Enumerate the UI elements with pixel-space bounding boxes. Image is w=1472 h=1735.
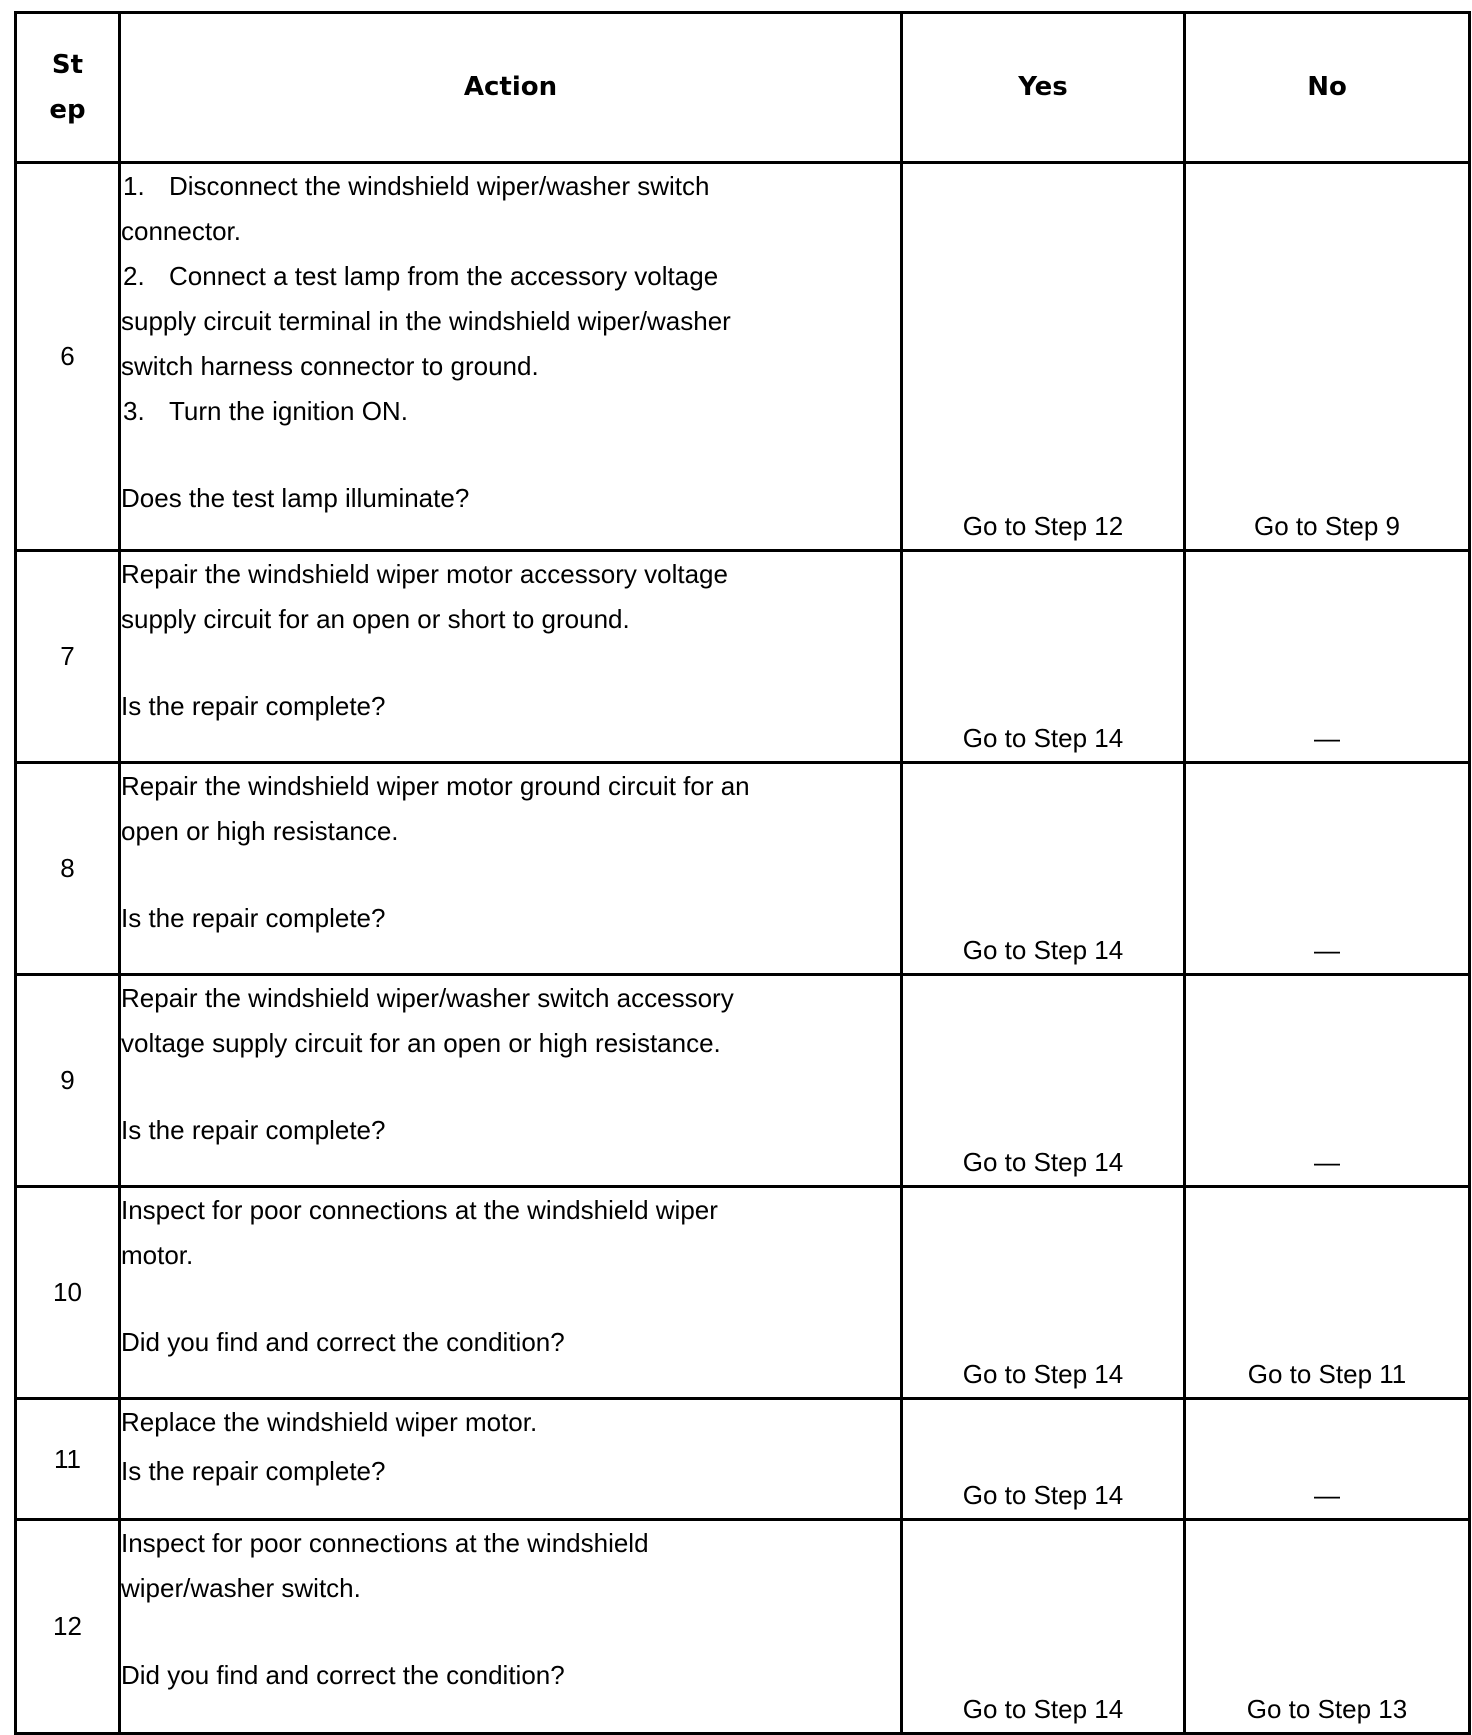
action-line-text: supply circuit terminal in the windshield wiper/washer: [121, 306, 731, 336]
action-line-text: Disconnect the windshield wiper/washer switch: [169, 171, 710, 201]
table-row: [16, 1187, 1470, 1399]
step-number: 11: [16, 1399, 120, 1520]
action-cell: [120, 975, 902, 1187]
action-line: [121, 1521, 900, 1566]
action-question: Is the repair complete?: [121, 1115, 386, 1145]
action-question: Is the repair complete?: [121, 1456, 386, 1486]
table-row: [16, 763, 1470, 975]
yes-result: Go to Step 14: [902, 1399, 1185, 1520]
no-result: —: [1185, 551, 1470, 763]
action-line-text: Turn the ignition ON.: [169, 396, 408, 426]
action-line-text: open or high resistance.: [121, 816, 399, 846]
no-column-header: No: [1185, 13, 1470, 163]
action-line: [121, 389, 900, 434]
no-result: —: [1185, 975, 1470, 1187]
step-number: 7: [16, 551, 120, 763]
action-line-text: connector.: [121, 216, 241, 246]
action-cell: [120, 551, 902, 763]
step-item-number: 2.: [123, 261, 145, 291]
action-line: [121, 976, 900, 1021]
table-row: [16, 1399, 1470, 1520]
step-number: 9: [16, 975, 120, 1187]
action-question: Does the test lamp illuminate?: [121, 483, 470, 513]
action-column-header: Action: [120, 13, 902, 163]
action-line: [121, 209, 900, 254]
yes-result: Go to Step 14: [902, 975, 1185, 1187]
action-line-text: Connect a test lamp from the accessory voltage: [169, 261, 719, 291]
table-body: [16, 163, 1470, 1734]
action-question: Is the repair complete?: [121, 691, 386, 721]
action-line-text: Repair the windshield wiper motor ground circuit for an: [121, 771, 750, 801]
yes-result: Go to Step 14: [902, 1187, 1185, 1399]
step-header-line1: St: [51, 49, 84, 80]
action-line-text: Repair the windshield wiper motor accessory voltage: [121, 559, 728, 589]
action-line-text: wiper/washer switch.: [121, 1573, 361, 1603]
action-line: [121, 254, 900, 299]
table-row: [16, 1520, 1470, 1734]
action-line-text: supply circuit for an open or short to ground.: [121, 604, 630, 634]
no-result: Go to Step 9: [1185, 163, 1470, 551]
step-item-number: 1.: [123, 171, 145, 201]
yes-result: Go to Step 12: [902, 163, 1185, 551]
action-line-text: voltage supply circuit for an open or high resistance.: [121, 1028, 721, 1058]
action-line: [121, 809, 900, 854]
action-line-text: Inspect for poor connections at the windshield: [121, 1528, 649, 1558]
action-line: [121, 1021, 900, 1066]
step-number: 8: [16, 763, 120, 975]
action-line: [121, 552, 900, 597]
action-question: Did you find and correct the condition?: [121, 1660, 565, 1690]
action-line-text: motor.: [121, 1240, 194, 1270]
action-line: [121, 164, 900, 209]
action-cell: [120, 1187, 902, 1399]
action-cell: [120, 163, 902, 551]
header-row: [16, 13, 1470, 163]
action-cell: [120, 1399, 902, 1520]
action-line: [121, 764, 900, 809]
yes-result: Go to Step 14: [902, 1520, 1185, 1734]
action-line: [121, 597, 900, 642]
step-column-header: [16, 13, 120, 163]
table-row: [16, 975, 1470, 1187]
action-line: [121, 299, 900, 344]
table-row: [16, 163, 1470, 551]
action-line: [121, 344, 900, 389]
action-question: Did you find and correct the condition?: [121, 1327, 565, 1357]
yes-result: Go to Step 14: [902, 763, 1185, 975]
action-line-text: Replace the windshield wiper motor.: [121, 1407, 538, 1437]
action-cell: [120, 1520, 902, 1734]
step-header-line2: ep: [49, 94, 86, 125]
action-cell: [120, 763, 902, 975]
step-item-number: 3.: [123, 396, 145, 426]
action-line: [121, 1400, 900, 1445]
table-row: [16, 551, 1470, 763]
yes-result: Go to Step 14: [902, 551, 1185, 763]
no-result: Go to Step 13: [1185, 1520, 1470, 1734]
no-result: —: [1185, 1399, 1470, 1520]
no-result: —: [1185, 763, 1470, 975]
yes-column-header: Yes: [902, 13, 1185, 163]
action-line-text: Inspect for poor connections at the windshield wiper: [121, 1195, 718, 1225]
step-number: 12: [16, 1520, 120, 1734]
action-line: [121, 1566, 900, 1611]
no-result: Go to Step 11: [1185, 1187, 1470, 1399]
action-line-text: Repair the windshield wiper/washer switch accessory: [121, 983, 734, 1013]
action-line: [121, 1233, 900, 1278]
diagnostic-steps-table: [14, 11, 1471, 1735]
action-line-text: switch harness connector to ground.: [121, 351, 539, 381]
step-number: 10: [16, 1187, 120, 1399]
action-line: [121, 1188, 900, 1233]
step-number: 6: [16, 163, 120, 551]
action-question: Is the repair complete?: [121, 903, 386, 933]
